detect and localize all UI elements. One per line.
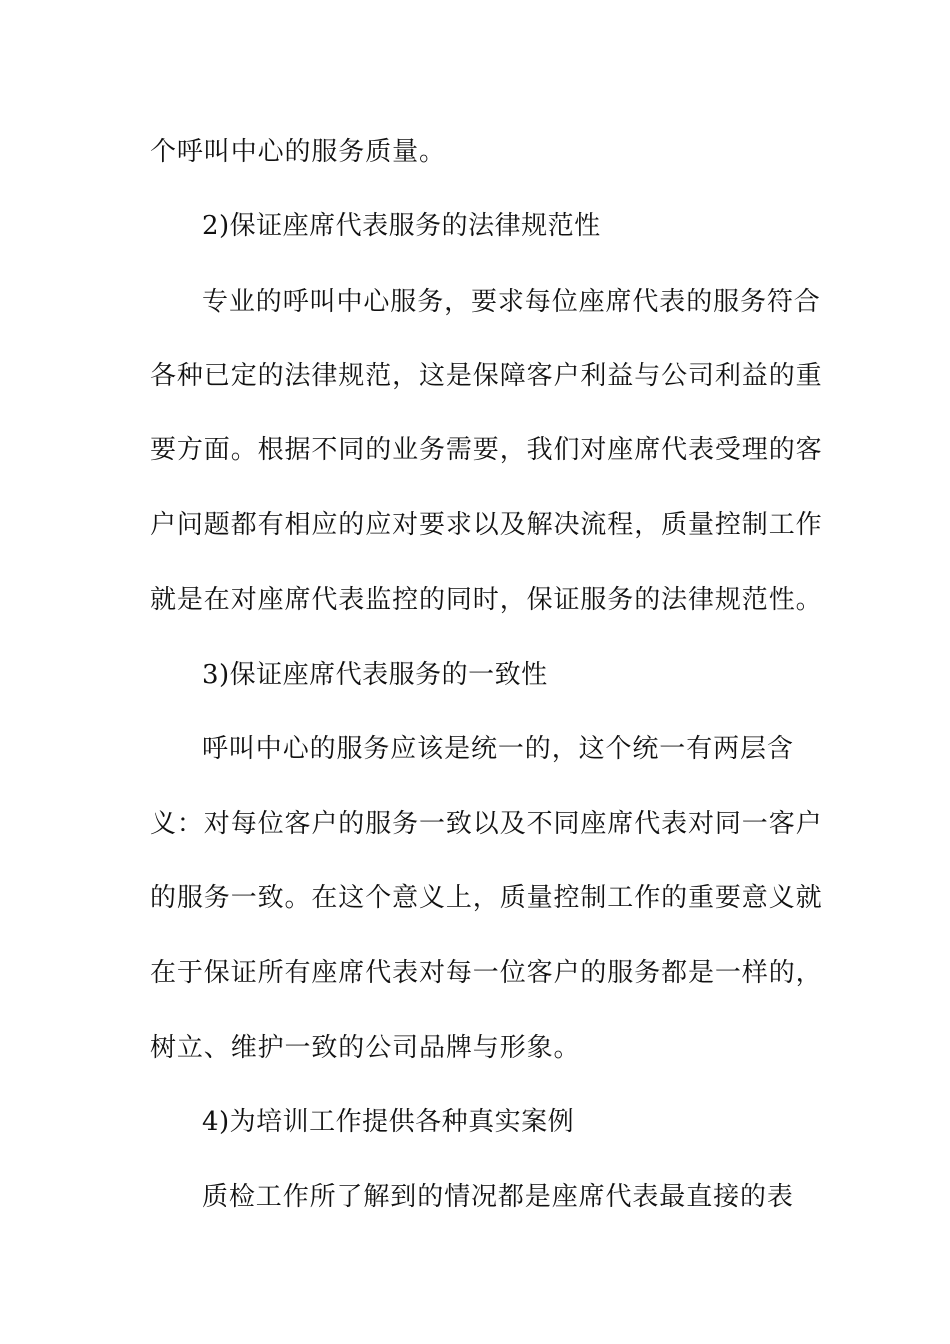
text-line: 在于保证所有座席代表对每一位客户的服务都是一样的， (150, 958, 823, 988)
text-line: 就是在对座席代表监控的同时，保证服务的法律规范性。 (150, 585, 823, 615)
text-line: 户问题都有相应的应对要求以及解决流程，质量控制工作 (150, 510, 823, 540)
text-line: 的服务一致。在这个意义上，质量控制工作的重要意义就 (150, 883, 823, 913)
text-line: 各种已定的法律规范，这是保障客户利益与公司利益的重 (150, 361, 823, 391)
text-line: 呼叫中心的服务应该是统一的，这个统一有两层含 (202, 734, 794, 764)
section-heading: 4)为培训工作提供各种真实案例 (202, 1107, 575, 1137)
section-heading: 2)保证座席代表服务的法律规范性 (202, 211, 601, 241)
section-heading: 3)保证座席代表服务的一致性 (202, 660, 548, 690)
text-line: 质检工作所了解到的情况都是座席代表最直接的表 (202, 1182, 794, 1212)
text-line: 要方面。根据不同的业务需要，我们对座席代表受理的客 (150, 435, 823, 465)
text-line: 树立、维护一致的公司品牌与形象。 (150, 1033, 581, 1063)
text-line: 义：对每位客户的服务一致以及不同座席代表对同一客户 (150, 809, 823, 839)
text-line: 专业的呼叫中心服务，要求每位座席代表的服务符合 (202, 287, 821, 317)
text-line: 个呼叫中心的服务质量。 (150, 137, 446, 167)
